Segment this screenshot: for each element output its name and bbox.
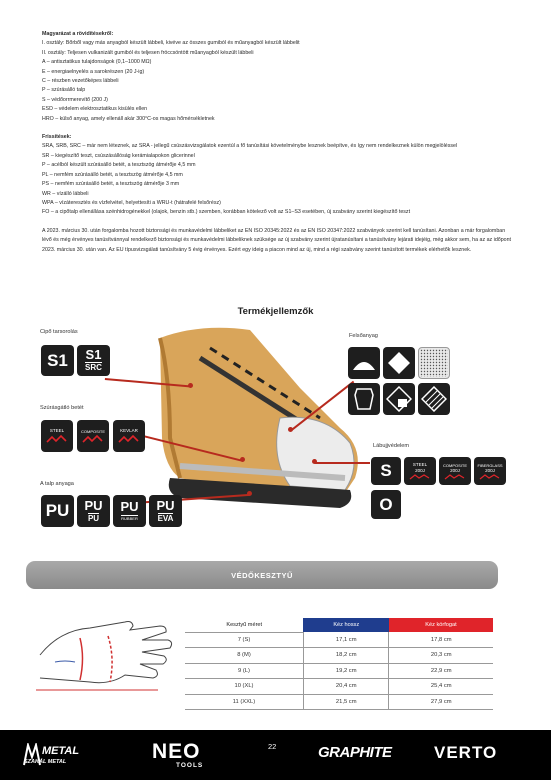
table-row <box>185 694 493 710</box>
legend-line: ESD – védelem elektrosztatikus kisülés ellen <box>42 106 148 113</box>
glove-size-table <box>185 618 493 710</box>
updates-heading: Frissítések: <box>42 134 72 141</box>
connector-line <box>315 462 370 464</box>
fiberglass-toecap-icon: FIBERGLASS 200J <box>474 457 506 485</box>
page-footer <box>0 730 551 780</box>
pu-pu-sole-icon: PU PU <box>77 495 110 527</box>
legend-line: C – részben vezetőképes lábbeli <box>42 78 119 85</box>
table-cell: 7 (S) <box>185 632 303 648</box>
table-cell: 20,3 cm <box>389 648 493 664</box>
table-cell: 11 (XXL) <box>185 694 303 710</box>
gloves-banner: VÉDŐKESZTYŰ <box>26 561 498 589</box>
table-row <box>185 679 493 695</box>
update-line: WR – vízálló lábbeli <box>42 190 89 197</box>
table-cell: 18,2 cm <box>303 648 389 664</box>
legend-line: S – védőorrmerevítő (200 J) <box>42 96 108 103</box>
hide-leather-icon <box>348 383 380 415</box>
graphite-logo: GRAPHITE <box>318 744 392 761</box>
table-header-length: Kéz hossz <box>303 618 389 632</box>
kevlar-insert-icon: KEVLAR <box>113 420 145 452</box>
steel-toecap-icon: STEEL 200J <box>404 457 436 485</box>
standards-paragraph: A 2023. március 30. után forgalomba hozott biztonsági és munkavédelmi lábbeliket az EN ISO 20345:2022 és az EN ISO 20347:2022 szabványok szerint kell tanúsítani. Azonban a már forgalomban lévő és még érvényes tanúsítvánnyal rendelkező biztonsági és munkavédelmi lábbeliknek szüksége az új szabvány szerint újratanúsítani a tanúsítvány lejárati idejéig, még akkor sem, ha az az időpont 2023. március 30. után van. Az EU típusvizsgálati tanúsítvány 5 évig érvényes. Ezért egy ideig a piacon mind az új, mind a régi szabvány szerint tanúsított termékek elérhetők lesznek. <box>42 227 512 253</box>
puncture-insert-label: Szúrásgátló betét <box>40 405 84 411</box>
table-header-circumference: Kéz körfogat <box>389 618 493 632</box>
leather-grain-icon <box>348 347 380 379</box>
legend-line: P – szúrásálló talp <box>42 87 86 94</box>
hand-measurement-illustration <box>30 600 180 708</box>
s-toecap-icon: S <box>371 457 401 485</box>
table-cell: 17,8 cm <box>389 632 493 648</box>
safety-shoe-illustration <box>140 318 370 518</box>
upper-material-label: Felsőanyag <box>349 333 378 339</box>
update-line: P – acélból készült szúrásálló betét, a tesztszög átmérője 4,5 mm <box>42 162 196 169</box>
connector-dot <box>247 491 252 496</box>
legend-line: I. osztály: Bőrből vagy más anyagból készült lábbeli, kivéve az összes gumiból és műanyagból készült lábbelit <box>42 40 300 47</box>
table-cell: 9 (L) <box>185 663 303 679</box>
page-number: 22 <box>268 742 277 751</box>
update-line: SR – kiegészítő teszt, csúszásállóság kerámialapokon glicerinnel <box>42 152 195 159</box>
table-cell: 22,9 cm <box>389 663 493 679</box>
connector-dot <box>240 457 245 462</box>
table-cell: 25,4 cm <box>389 679 493 695</box>
table-row <box>185 632 493 648</box>
s1-src-icon: S1 SRC <box>77 345 110 376</box>
neo-tools-logo: NEO TOOLS <box>152 740 204 769</box>
legend-heading: Magyarázat a rövidítésekről: <box>42 31 114 37</box>
sole-material-label: A talp anyaga <box>40 481 74 487</box>
mesh-textile-icon <box>418 347 450 379</box>
nubuck-icon <box>418 383 450 415</box>
o-toecap-icon: O <box>371 490 401 519</box>
legend-line: HRO – külső anyag, amely ellenáll akár 300°C-os magas hőmérsékletnek <box>42 115 215 122</box>
table-row <box>185 663 493 679</box>
pu-rubber-sole-icon: PU RUBBER <box>113 495 146 527</box>
update-line: WPA – vízáteresztés és vízfelvétel, helyettesíti a WRU-t (hátrafelé felsőrész) <box>42 199 221 206</box>
update-line: SRA, SRB, SRC – már nem léteznek, az SRA - jellegű csúszásvizsgálatok ezentúl a fő tanúsítási követelménybe lesznek beépítve, és így nem rendelkeznek külön megjelöléssel <box>42 143 458 150</box>
update-line: PS – nemfém szúrásálló betét, a tesztszög átmérője 3 mm <box>42 181 180 188</box>
split-leather-icon <box>383 383 415 415</box>
connector-dot <box>312 459 317 464</box>
table-row <box>185 648 493 664</box>
table-cell: 8 (M) <box>185 648 303 664</box>
pu-eva-sole-icon: PU EVA <box>149 495 182 527</box>
toe-protection-label: Lábujjvédelem <box>373 443 410 449</box>
steel-insert-icon: STEEL <box>41 420 73 452</box>
szakal-metal-logo: METAL SZAKÁL METAL <box>24 745 80 765</box>
legend-line: A – antisztatikus tulajdonságok (0,1–1000 MΩ) <box>42 59 152 66</box>
features-title: Termékjellemzők <box>237 306 314 317</box>
legend-line: II. osztály: Teljesen vulkanizált gumiból és teljesen fröccsöntött műanyagból készült lábbeli <box>42 49 254 56</box>
table-cell: 27,9 cm <box>389 694 493 710</box>
suede-diamond-icon <box>383 347 415 379</box>
abbreviation-legend <box>42 30 512 256</box>
table-header-size: Kesztyű méret <box>185 618 303 632</box>
s1-icon: S1 <box>41 345 74 376</box>
table-cell: 20,4 cm <box>303 679 389 695</box>
composite-toecap-icon: COMPOSITE 200J <box>439 457 471 485</box>
legend-line: E – energiaelnyelés a sarokrészen (20 J-ig) <box>42 68 145 75</box>
verto-logo: VERTO <box>434 743 498 762</box>
table-cell: 21,5 cm <box>303 694 389 710</box>
pu-sole-icon: PU <box>41 495 74 527</box>
connector-dot <box>188 383 193 388</box>
connector-dot <box>288 427 293 432</box>
update-line: PL – nemfém szúrásálló betét, a tesztszög átmérője 4,5 mm <box>42 171 183 178</box>
update-line: FO – a cipőtalp ellenállása szénhidrogénekkel (olajok, benzin stb.) szemben, korábban kötelező volt az S1–S3 esetében, új szabvány szerint kiegészítő teszt <box>42 209 411 216</box>
shoe-class-label: Cipő tarsorolás <box>40 329 78 335</box>
composite-insert-icon: COMPOSITE <box>77 420 109 452</box>
table-cell: 10 (XL) <box>185 679 303 695</box>
table-cell: 19,2 cm <box>303 663 389 679</box>
table-cell: 17,1 cm <box>303 632 389 648</box>
